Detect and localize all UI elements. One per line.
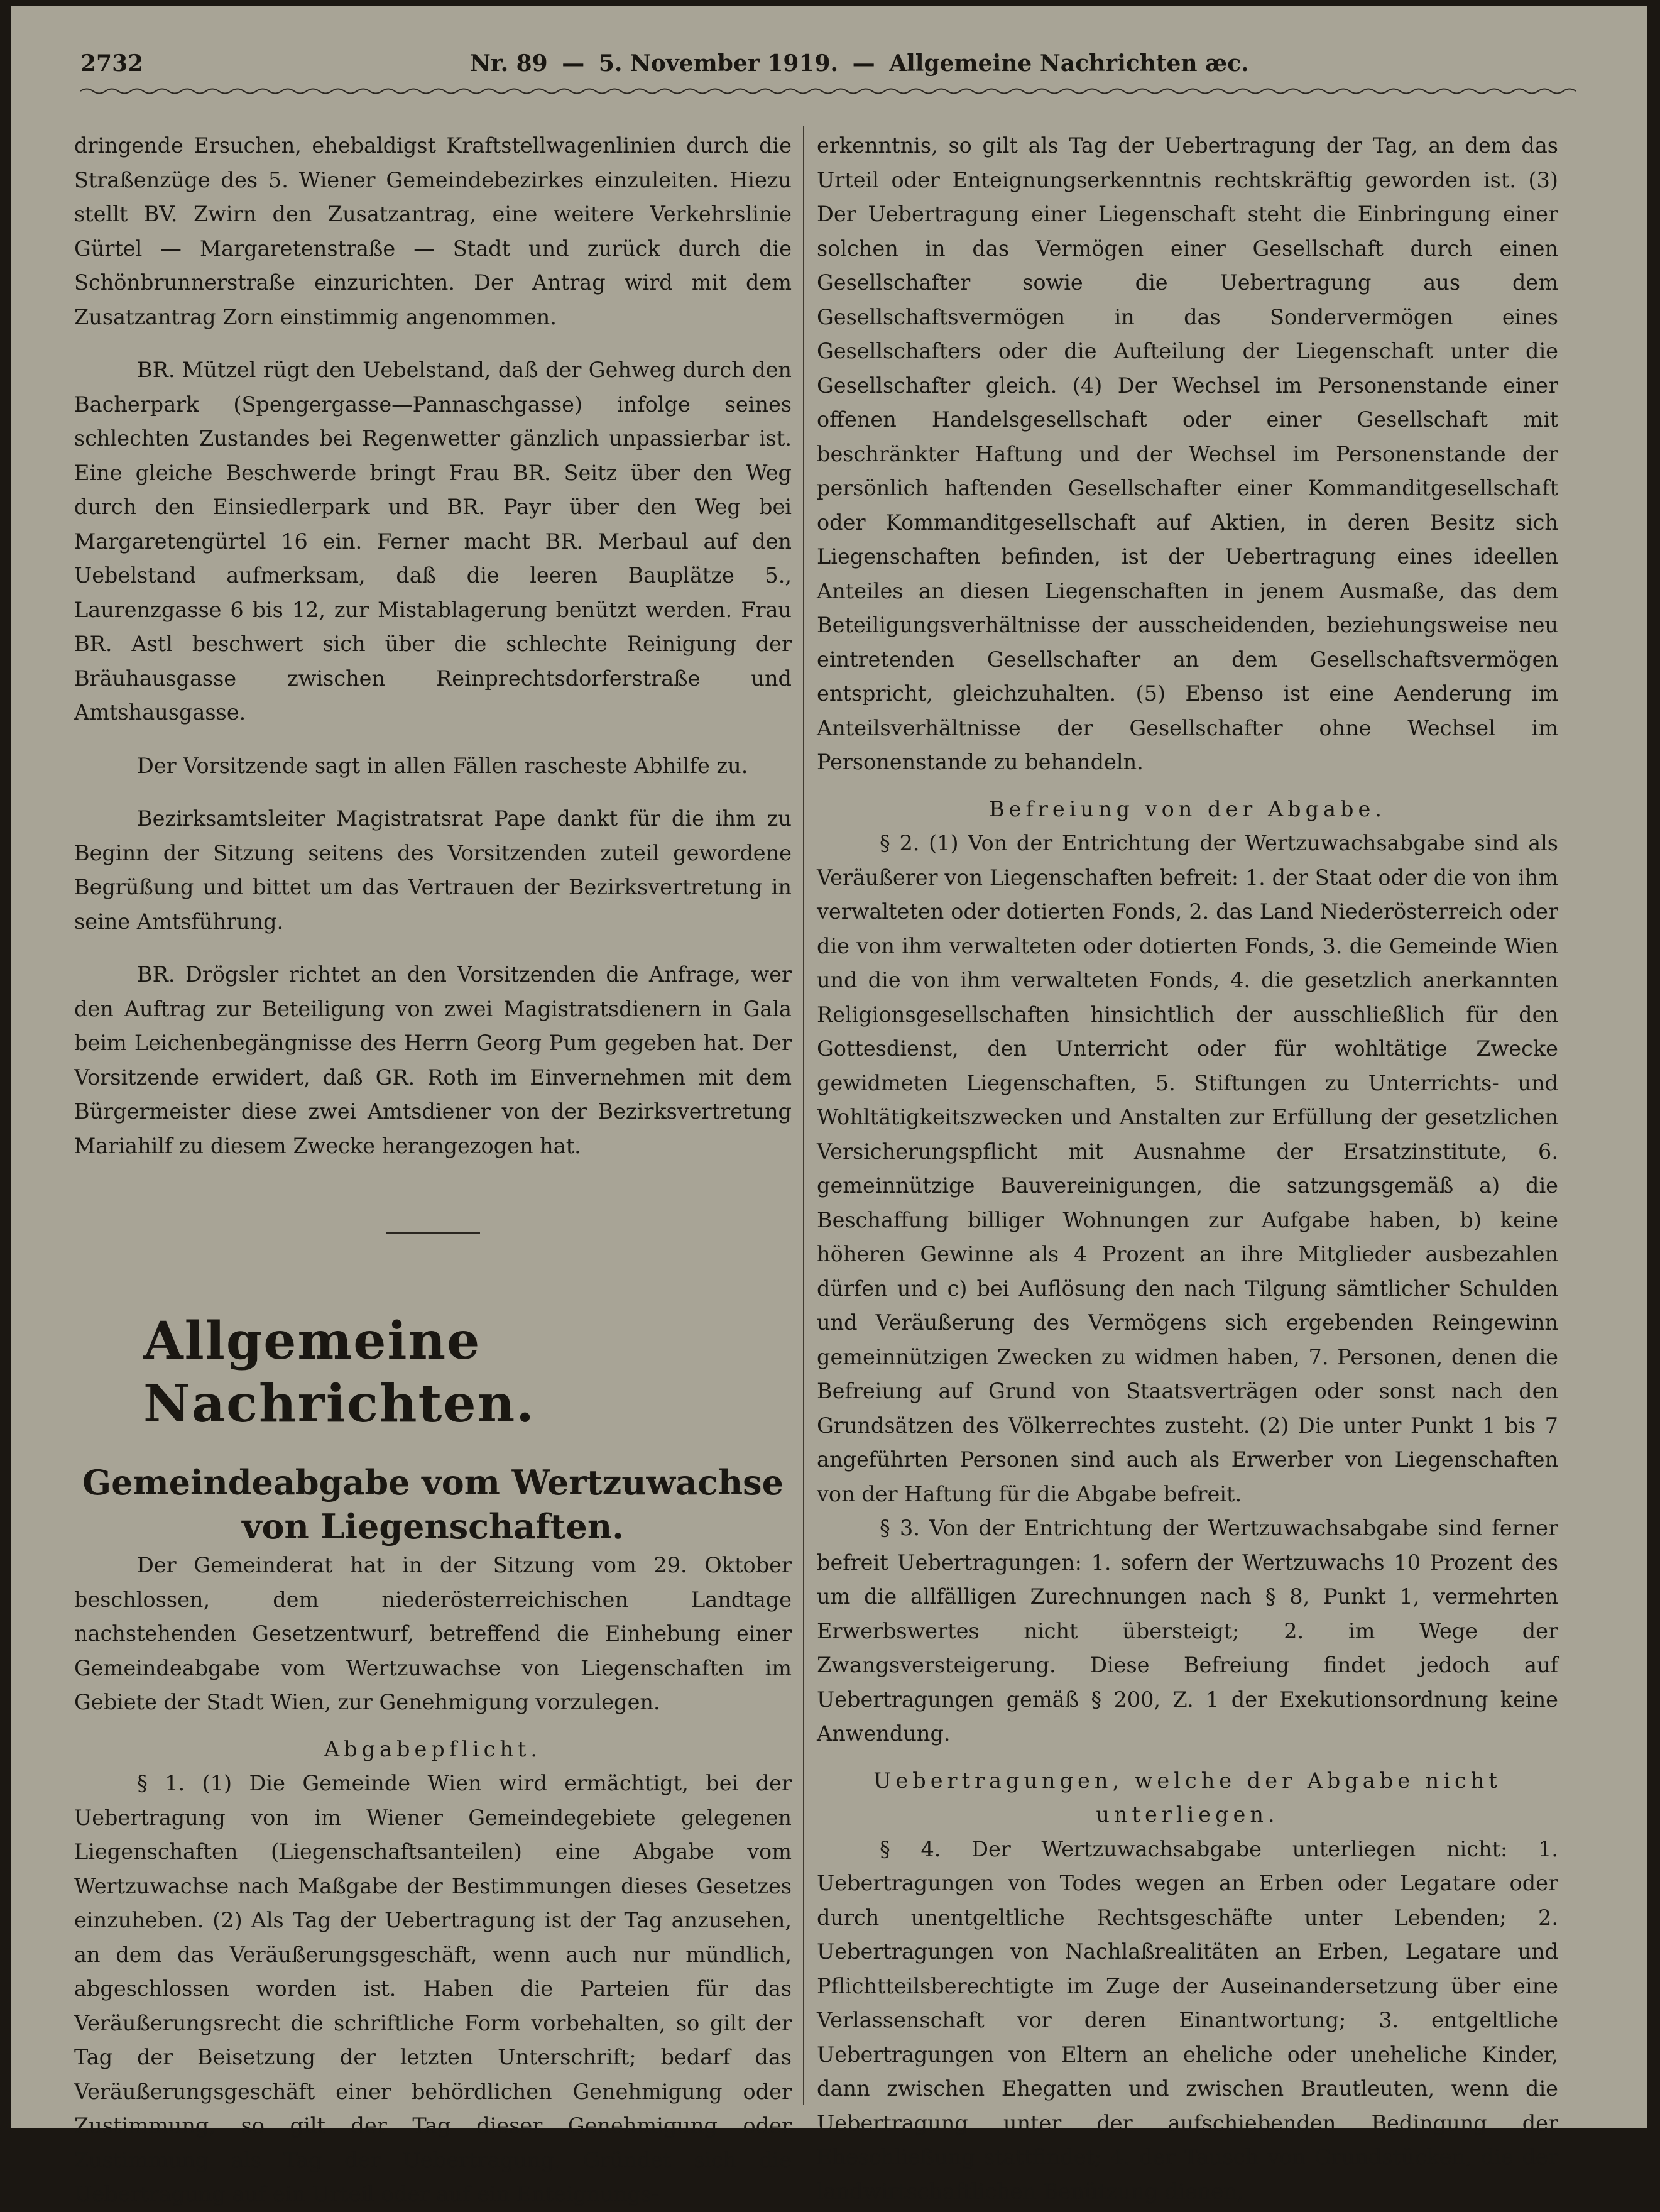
newspaper-page	[11, 6, 1647, 2206]
header-line: Nr. 89 — 5. November 1919. — Allgemeine Nachrichten æc.	[470, 50, 1249, 77]
page-number: 2732	[80, 50, 144, 77]
paragraph: Bezirksamtsleiter Magistratsrat Pape dankt für die ihm zu Beginn der Sitzung seitens des Vorsitzenden zuteil gewordene Begrüßung und bittet um das Vertrauen der Bezirksvertretung in seine Amtsführung.	[74, 806, 792, 934]
subsection-heading: Uebertragungen, welche der Abgabe nicht unterliegen.	[873, 1768, 1502, 1827]
subsection-heading: Abgabepflicht.	[324, 1736, 542, 1761]
section-name: Allgemeine Nachrichten æc.	[889, 50, 1249, 77]
issue-date: 5. November 1919.	[598, 50, 839, 77]
left-column	[74, 129, 792, 2212]
paragraph: erkenntnis, so gilt als Tag der Uebertragung der Tag, an dem das Urteil oder Enteignungserkenntnis rechtskräftig geworden ist. (3) Der Uebertragung einer Liegenschaft steht die Einbringung einer solchen in das Vermögen einer Gesellschaft durch einen Gesellschafter sowie die Uebertragung aus dem Gesellschaftsvermögen in das Sondervermögen eines Gesellschafters oder die Aufteilung der Liegenschaft unter die Gesellschafter gleich. (4) Der Wechsel im Personenstande einer offenen Handelsgesellschaft oder einer Gesellschaft mit beschränkter Haftung und der Wechsel im Personenstande der persönlich haftenden Gesellschafter einer Kommanditgesellschaft oder Kommanditgesellschaft auf Aktien, in deren Besitz sich Liegenschaften befinden, ist der Uebertragung eines ideellen Anteiles an diesen Liegenschaften in jenem Ausmaße, das dem Beteiligungsverhältnisse der ausscheidenden, beziehungsweise neu eintretenden Gesellschafter an dem Gesellschaftsvermögen entspricht, gleichzuhalten. (5) Ebenso ist eine Aenderung im Anteilsverhältnisse der Gesellschafter ohne Wechsel im Personenstande zu behandeln.	[817, 133, 1558, 774]
page-header	[80, 50, 1576, 88]
paragraph: dringende Ersuchen, ehebaldigst Kraftstellwagenlinien durch die Straßenzüge des 5. Wiener Gemeindebezirkes einzuleiten. Hiezu stellt BV. Zwirn den Zusatzantrag, eine weitere Verkehrslinie Gürtel — Margaretenstraße — Stadt und zurück durch die Schönbrunnerstraße einzurichten. Der Antrag wird mit dem Zusatzantrag Zorn einstimmig angenommen.	[74, 133, 792, 329]
right-column	[817, 129, 1558, 2209]
article-title: Gemeindeabgabe vom Wertzuwachse von Liegenschaften.	[82, 1462, 784, 1547]
paragraph: Der Gemeinderat hat in der Sitzung vom 29. Oktober beschlossen, dem niederösterreichischen Landtage nachstehenden Gesetzentwurf, betreffend die Einhebung einer Gemeindeabgabe vom Wertzuwachse von Liegenschaften im Gebiete der Stadt Wien, zur Genehmigung vorzulegen.	[74, 1553, 792, 1714]
header-rule	[80, 87, 1576, 96]
paragraph: BR. Drögsler richtet an den Vorsitzenden die Anfrage, wer den Auftrag zur Beteiligung von zwei Magistratsdienern in Gala beim Leichenbegängnisse des Herrn Georg Pum gegeben hat. Der Vorsitzende erwidert, daß GR. Roth im Einvernehmen mit dem Bürgermeister diese zwei Amtsdiener von der Bezirksvertretung Mariahilf zu diesem Zwecke herangezogen hat.	[74, 962, 792, 1158]
paragraph: Der Vorsitzende sagt in allen Fällen rascheste Abhilfe zu.	[137, 753, 748, 778]
column-divider	[803, 126, 804, 2105]
subsection-heading: Befreiung von der Abgabe.	[989, 796, 1386, 821]
section-title: Allgemeine Nachrichten.	[143, 1311, 535, 1434]
paragraph: § 4. Der Wertzuwachsabgabe unterliegen nicht: 1. Uebertragungen von Todes wegen an Erben oder Legatare oder durch unentgeltliche Rechtsgeschäfte unter Lebenden; 2. Uebertragungen von Nachlaßrealitäten an Erben, Legatare und Pflichtteilsberechtigte im Zuge der Auseinandersetzung über eine Verlassenschaft vor deren Einantwortung; 3. entgeltliche Uebertragungen von Eltern an eheliche oder uneheliche Kinder, dann zwischen Ehegatten und zwischen Brautleuten, wenn die Uebertragung unter der aufschiebenden Bedingung der Eheschließung stattfindet; 4. der Tausch von Grundstücken, die der landwirtschaftlichen Benützung dienen,	[817, 1836, 1558, 2204]
paragraph: § 2. (1) Von der Entrichtung der Wertzuwachsabgabe sind als Veräußerer von Liegenschaften befreit: 1. der Staat oder die von ihm verwalteten oder dotierten Fonds, 2. das Land Niederösterreich oder die von ihm verwalteten oder dotierten Fonds, 3. die Gemeinde Wien und die von ihm verwalteten Fonds, 4. die gesetzlich anerkannten Religionsgesellschaften hinsichtlich der ausschließlich für den Gottesdienst, den Unterricht oder für wohltätige Zwecke gewidmeten Liegenschaften, 5. Stiftungen zu Unterrichts- und Wohltätigkeitszwecken und Anstalten zur Erfüllung der gesetzlichen Versicherungspflicht mit Ausnahme der Ersatzinstitute, 6. gemeinnützige Bauvereinigungen, die satzungsgemäß a) die Beschaffung billiger Wohnungen zur Aufgabe haben, b) keine höheren Gewinne als 4 Prozent an ihre Mitglieder ausbezahlen dürfen und c) bei Auflösung den nach Tilgung sämtlicher Schulden und Veräußerung des Vermögens sich ergebenden Reingewinn gemeinnützigen Zwecken zu widmen haben, 7. Personen, denen die Befreiung auf Grund von Staatsverträgen oder sonst nach den Grundsätzen des Völkerrechtes zusteht. (2) Die unter Punkt 1 bis 7 angeführten Personen sind auch als Erwerber von Liegenschaften von der Haftung für die Abgabe befreit.	[817, 831, 1558, 1506]
paragraph: § 3. Von der Entrichtung der Wertzuwachsabgabe sind ferner befreit Uebertragungen: 1. sofern der Wertzuwachs 10 Prozent des um die allfälligen Zurechnungen nach § 8, Punkt 1, vermehrten Erwerbswertes nicht übersteigt; 2. im Wege der Zwangsversteigerung. Diese Befreiung findet jedoch auf Uebertragungen gemäß § 200, Z. 1 der Exekutionsordnung keine Anwendung.	[817, 1516, 1558, 1746]
paragraph: § 1. (1) Die Gemeinde Wien wird ermächtigt, bei der Uebertragung von im Wiener Gemeindegebiete gelegenen Liegenschaften (Liegenschaftsanteilen) eine Abgabe vom Wertzuwachse nach Maßgabe der Bestimmungen dieses Gesetzes einzuheben. (2) Als Tag der Uebertragung ist der Tag anzusehen, an dem das Veräußerungsgeschäft, wenn auch nur mündlich, abgeschlossen worden ist. Haben die Parteien für das Veräußerungsrecht die schriftliche Form vorbehalten, so gilt der Tag der Beisetzung der letzten Unterschrift; bedarf das Veräußerungsgeschäft einer behördlichen Genehmigung oder Zustimmung, so gilt der Tag dieser Genehmigung oder Zustimmung als Tag der Uebertragung. Gründet sich die Uebertragung auf ein Urteil oder auf ein Enteignungs-	[74, 1771, 792, 2206]
issue-number: Nr. 89	[470, 50, 548, 77]
section-divider	[386, 1232, 480, 1234]
paragraph: BR. Mützel rügt den Uebelstand, daß der Gehweg durch den Bacherpark (Spengergasse—Pannaschgasse) infolge seines schlechten Zustandes bei Regenwetter gänzlich unpassierbar ist. Eine gleiche Beschwerde bringt Frau BR. Seitz über den Weg durch den Einsiedlerpark und BR. Payr über den Weg bei Margaretengürtel 16 ein. Ferner macht BR. Merbaul auf den Uebelstand aufmerksam, daß die leeren Bauplätze 5., Laurenzgasse 6 bis 12, zur Mistablagerung benützt werden. Frau BR. Astl beschwert sich über die schlechte Reinigung der Bräuhausgasse zwischen Reinprechtsdorferstraße und Amtshausgasse.	[74, 358, 792, 725]
